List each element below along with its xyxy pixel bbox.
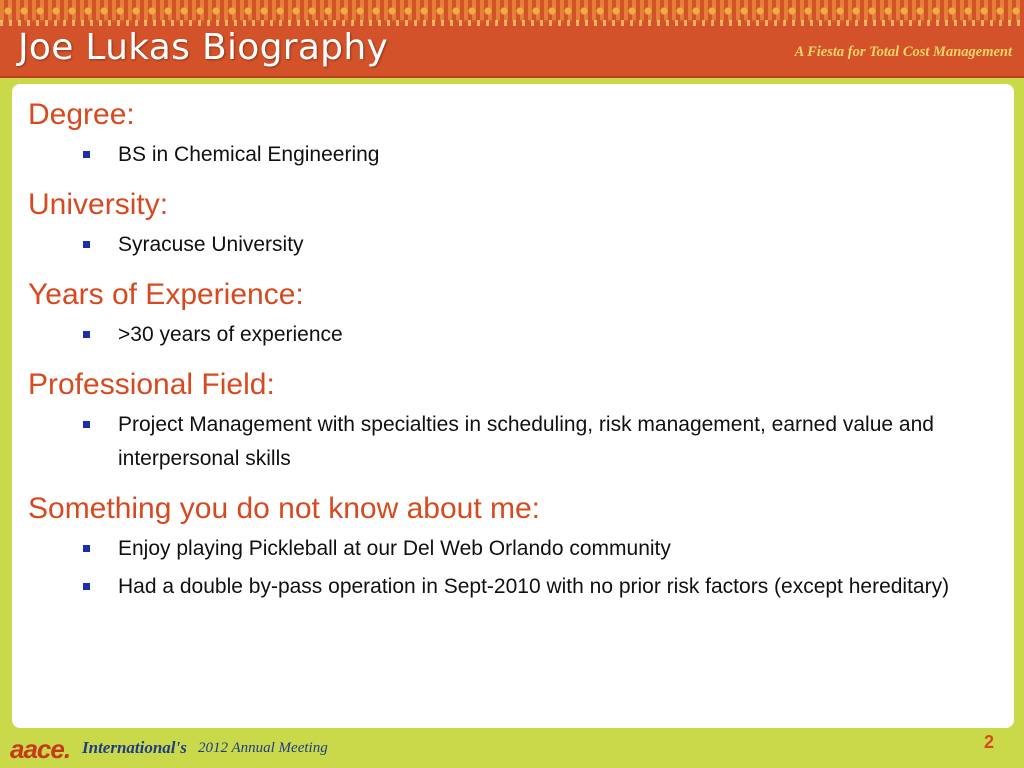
page-number: 2 [983, 732, 994, 752]
bullet-text: >30 years of experience [118, 323, 343, 346]
decorative-border [0, 0, 1024, 22]
square-bullet-icon [83, 583, 90, 590]
square-bullet-icon [83, 241, 90, 248]
aace-logo: aace. [10, 734, 71, 764]
bullet-text: Enjoy playing Pickleball at our Del Web Orlando community [118, 537, 671, 560]
bullet-list [28, 318, 998, 352]
biography-content [28, 96, 998, 618]
section-heading: Degree: [28, 98, 135, 131]
bullet-text: Had a double by-pass operation in Sept-2010 with no prior risk factors (except hereditary) [118, 575, 950, 598]
square-bullet-icon [83, 331, 90, 338]
section-heading: University: [28, 188, 169, 221]
square-bullet-icon [83, 421, 90, 428]
section-heading: Something you do not know about me: [28, 492, 540, 525]
slide-header [0, 0, 1024, 78]
meeting-label: 2012 Annual Meeting [198, 740, 328, 756]
slide-footer [0, 728, 1024, 768]
slide-title: Joe Lukas Biography [18, 27, 389, 68]
bullet-text: Project Management with specialties in scheduling, risk management, earned value and interpersonal skills [118, 413, 934, 470]
square-bullet-icon [83, 545, 90, 552]
bullet-item [28, 408, 998, 476]
bullet-list [28, 228, 998, 262]
bullet-item [28, 570, 998, 604]
bullet-item [28, 228, 998, 262]
bullet-list [28, 138, 998, 172]
bullet-list [28, 408, 998, 476]
content-panel [12, 84, 1014, 728]
bullet-list [28, 532, 998, 604]
conference-tagline: A Fiesta for Total Cost Management [794, 44, 1012, 60]
logo-subtitle: International's [82, 738, 187, 757]
bullet-text: Syracuse University [118, 233, 304, 256]
bullet-item [28, 532, 998, 566]
section-heading: Professional Field: [28, 368, 275, 401]
bullet-text: BS in Chemical Engineering [118, 143, 380, 166]
bullet-item [28, 318, 998, 352]
bullet-item [28, 138, 998, 172]
section-heading: Years of Experience: [28, 278, 304, 311]
square-bullet-icon [83, 151, 90, 158]
